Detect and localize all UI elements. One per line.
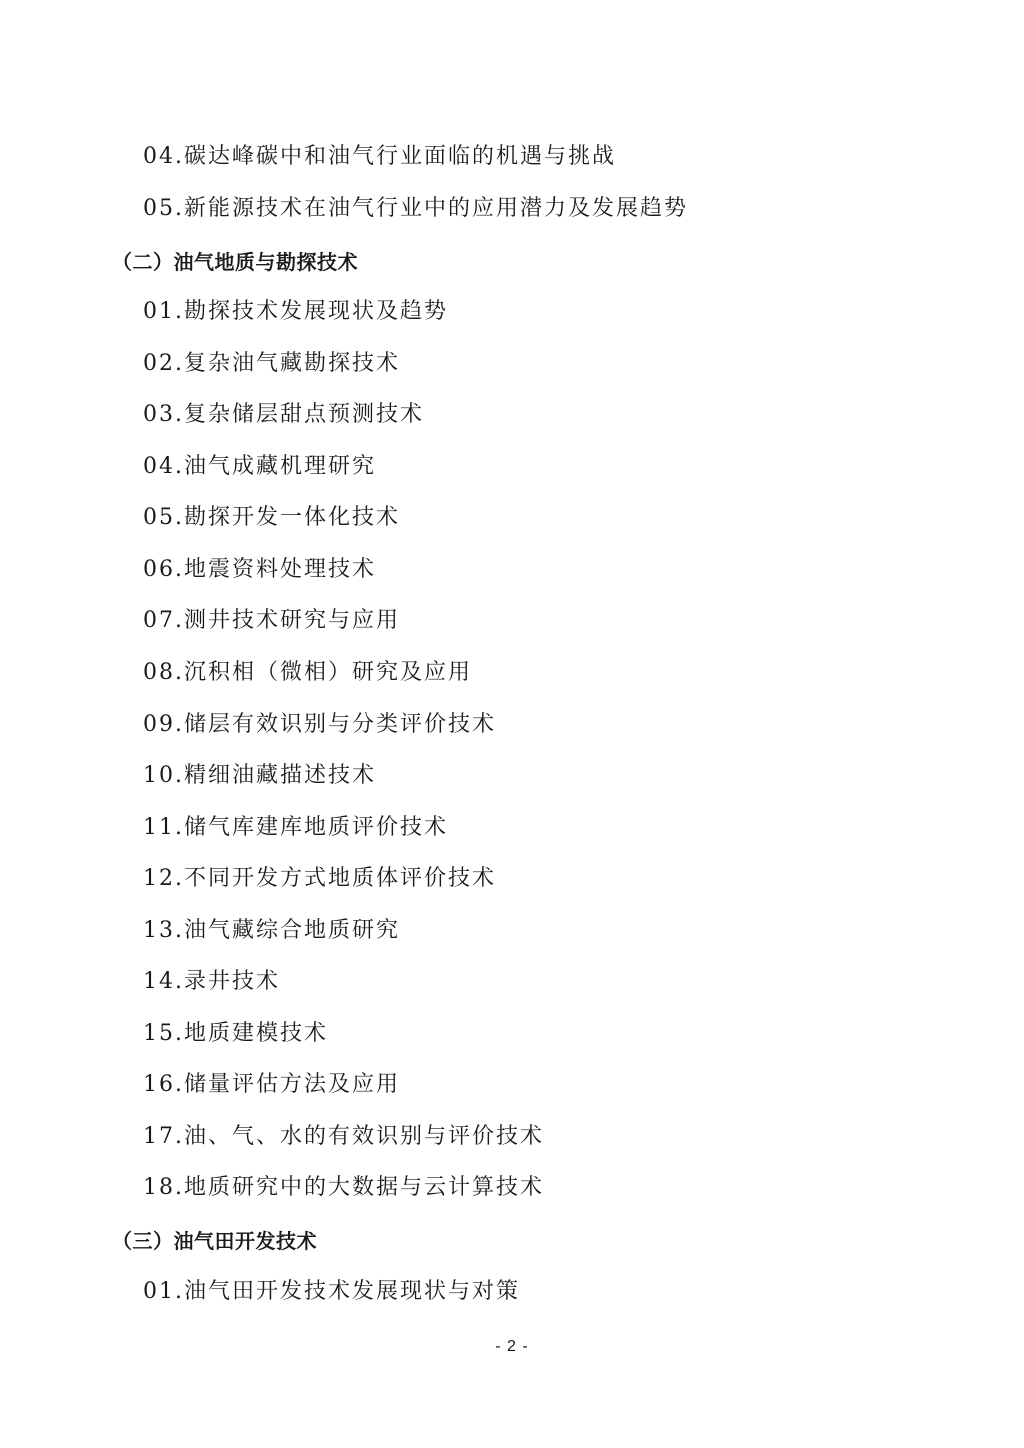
list-item: 01.油气田开发技术发展现状与对策 bbox=[143, 1279, 520, 1304]
section-heading: （三）油气田开发技术 bbox=[112, 1229, 317, 1253]
list-item: 05.新能源技术在油气行业中的应用潜力及发展趋势 bbox=[143, 196, 688, 221]
list-item: 18.地质研究中的大数据与云计算技术 bbox=[143, 1175, 544, 1200]
list-item: 14.录井技术 bbox=[143, 969, 280, 994]
list-item: 03.复杂储层甜点预测技术 bbox=[143, 402, 424, 427]
list-item: 09.储层有效识别与分类评价技术 bbox=[143, 712, 496, 737]
list-item: 04.碳达峰碳中和油气行业面临的机遇与挑战 bbox=[143, 144, 616, 169]
list-item: 12.不同开发方式地质体评价技术 bbox=[143, 866, 496, 891]
list-item: 02.复杂油气藏勘探技术 bbox=[143, 351, 400, 376]
list-item: 16.储量评估方法及应用 bbox=[143, 1072, 400, 1097]
page-number: - 2 - bbox=[495, 1338, 529, 1355]
list-item: 11.储气库建库地质评价技术 bbox=[143, 815, 448, 840]
list-item: 17.油、气、水的有效识别与评价技术 bbox=[143, 1124, 544, 1149]
list-item: 06.地震资料处理技术 bbox=[143, 557, 376, 582]
list-item: 10.精细油藏描述技术 bbox=[143, 763, 376, 788]
section-heading: （二）油气地质与勘探技术 bbox=[112, 250, 358, 274]
list-item: 15.地质建模技术 bbox=[143, 1021, 328, 1046]
list-item: 08.沉积相（微相）研究及应用 bbox=[143, 660, 472, 685]
list-item: 04.油气成藏机理研究 bbox=[143, 454, 376, 479]
list-item: 07.测井技术研究与应用 bbox=[143, 608, 400, 633]
list-item: 01.勘探技术发展现状及趋势 bbox=[143, 299, 448, 324]
list-item: 05.勘探开发一体化技术 bbox=[143, 505, 400, 530]
list-item: 13.油气藏综合地质研究 bbox=[143, 918, 400, 943]
